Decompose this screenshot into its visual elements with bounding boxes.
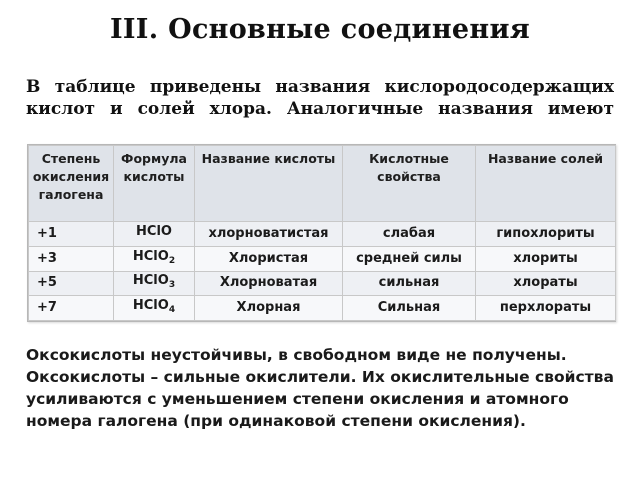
oxidation-state-cell: +3 [29, 246, 114, 271]
acid-strength-cell: слабая [343, 222, 476, 247]
header-oxidation-state: Степень окисления галогена [29, 146, 114, 222]
acid-name-cell: Хлористая [195, 246, 343, 271]
table-row [29, 222, 616, 247]
formula-subscript: 3 [168, 280, 176, 291]
formula-text: HClO [132, 273, 169, 289]
acid-strength-cell: средней силы [343, 246, 476, 271]
table-row [29, 246, 616, 271]
header-acid-formula: Формула кислоты [114, 146, 195, 222]
table-row [29, 271, 616, 296]
acid-formula-cell [114, 222, 195, 247]
acid-formula-cell [114, 296, 195, 321]
chlorine-acids-table [27, 144, 616, 322]
oxidation-state-cell: +5 [29, 271, 114, 296]
salt-name-cell: хлориты [476, 246, 616, 271]
acid-name-cell: Хлорноватая [195, 271, 343, 296]
formula-subscript: 2 [168, 255, 176, 266]
salt-name-cell: хлораты [476, 271, 616, 296]
header-acid-name: Название кислоты [195, 146, 343, 222]
oxidation-state-cell: +1 [29, 222, 114, 247]
table-header-row [29, 146, 616, 222]
formula-text: HClO [132, 298, 169, 314]
salt-name-cell: перхлораты [476, 296, 616, 321]
acid-strength-cell: сильная [343, 271, 476, 296]
table-row [29, 296, 616, 321]
salt-name-cell: гипохлориты [476, 222, 616, 247]
acid-strength-cell: Сильная [343, 296, 476, 321]
intro-paragraph: В таблице приведены названия кислородосодержащих кислот и солей хлора. Аналогичные названия имеют [26, 77, 614, 119]
header-acid-properties: Кислотные свойства [343, 146, 476, 222]
acid-formula-cell [114, 246, 195, 271]
header-salt-name: Название солей [476, 146, 616, 222]
page-title: III. Основные соединения [109, 14, 531, 45]
acid-formula-cell [114, 271, 195, 296]
formula-text: HClO [132, 248, 169, 264]
oxidation-state-cell: +7 [29, 296, 114, 321]
formula-text: HClO [136, 223, 172, 239]
formula-subscript: 4 [168, 305, 176, 316]
oxoacids-note: Оксокислоты неустойчивы, в свободном виде не получены. Оксокислоты – сильные окислители. Их окислительные свойства усиливаются с уменьшением степени окисления и атомного номера галогена (при одинаковой степени окисления). [26, 346, 614, 430]
acid-name-cell: Хлорная [195, 296, 343, 321]
acid-name-cell: хлорноватистая [195, 222, 343, 247]
